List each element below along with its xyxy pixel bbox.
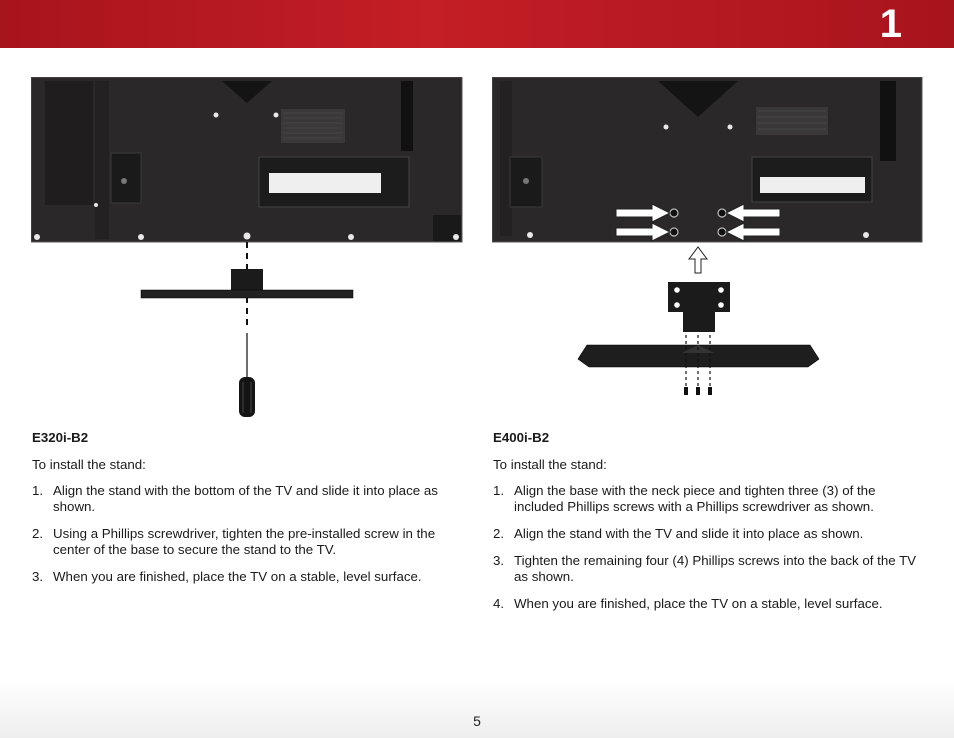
step-item: 3. When you are finished, place the TV on a stable, level surface.: [32, 569, 422, 584]
e400i-stand-illustration: [492, 77, 924, 427]
step-item: 3. Tighten the remaining four (4) Phillips screws into the back of the TV as shown.: [493, 553, 917, 584]
step-item: 2. Using a Phillips screwdriver, tighten the pre-installed screw in the center of the base to secure the stand to the TV.: [32, 526, 436, 557]
model-heading-e320i: E320i-B2: [32, 430, 89, 445]
chapter-header-bar: [0, 0, 954, 48]
tv-back-panel-left: [31, 77, 462, 242]
e320i-instructions: [32, 430, 462, 596]
e400i-instructions: [493, 430, 923, 623]
page-footer: [0, 680, 954, 738]
step-item: 2. Align the stand with the TV and slide it into place as shown.: [493, 526, 864, 541]
step-item: 1. Align the base with the neck piece and tighten three (3) of the included Phillips screws with a Phillips screwdriver as shown.: [493, 483, 876, 514]
phillips-screwdriver: [239, 333, 255, 417]
step-item: 1. Align the stand with the bottom of the TV and slide it into place as shown.: [32, 483, 438, 514]
intro-text: To install the stand:: [32, 457, 146, 472]
intro-text: To install the stand:: [493, 457, 607, 472]
e320i-stand-illustration: [31, 77, 463, 427]
model-heading-e400i: E400i-B2: [493, 430, 550, 445]
tv-back-panel-right: [492, 77, 922, 242]
stand-base-left: [141, 269, 353, 298]
step-item: 4. When you are finished, place the TV on a stable, level surface.: [493, 596, 883, 611]
steps-list: [493, 483, 923, 612]
stand-neck-piece: [668, 282, 730, 332]
chapter-number: 1: [879, 2, 902, 46]
page-number: 5: [473, 713, 481, 729]
upward-arrow: [689, 247, 707, 273]
steps-list: [32, 483, 462, 585]
